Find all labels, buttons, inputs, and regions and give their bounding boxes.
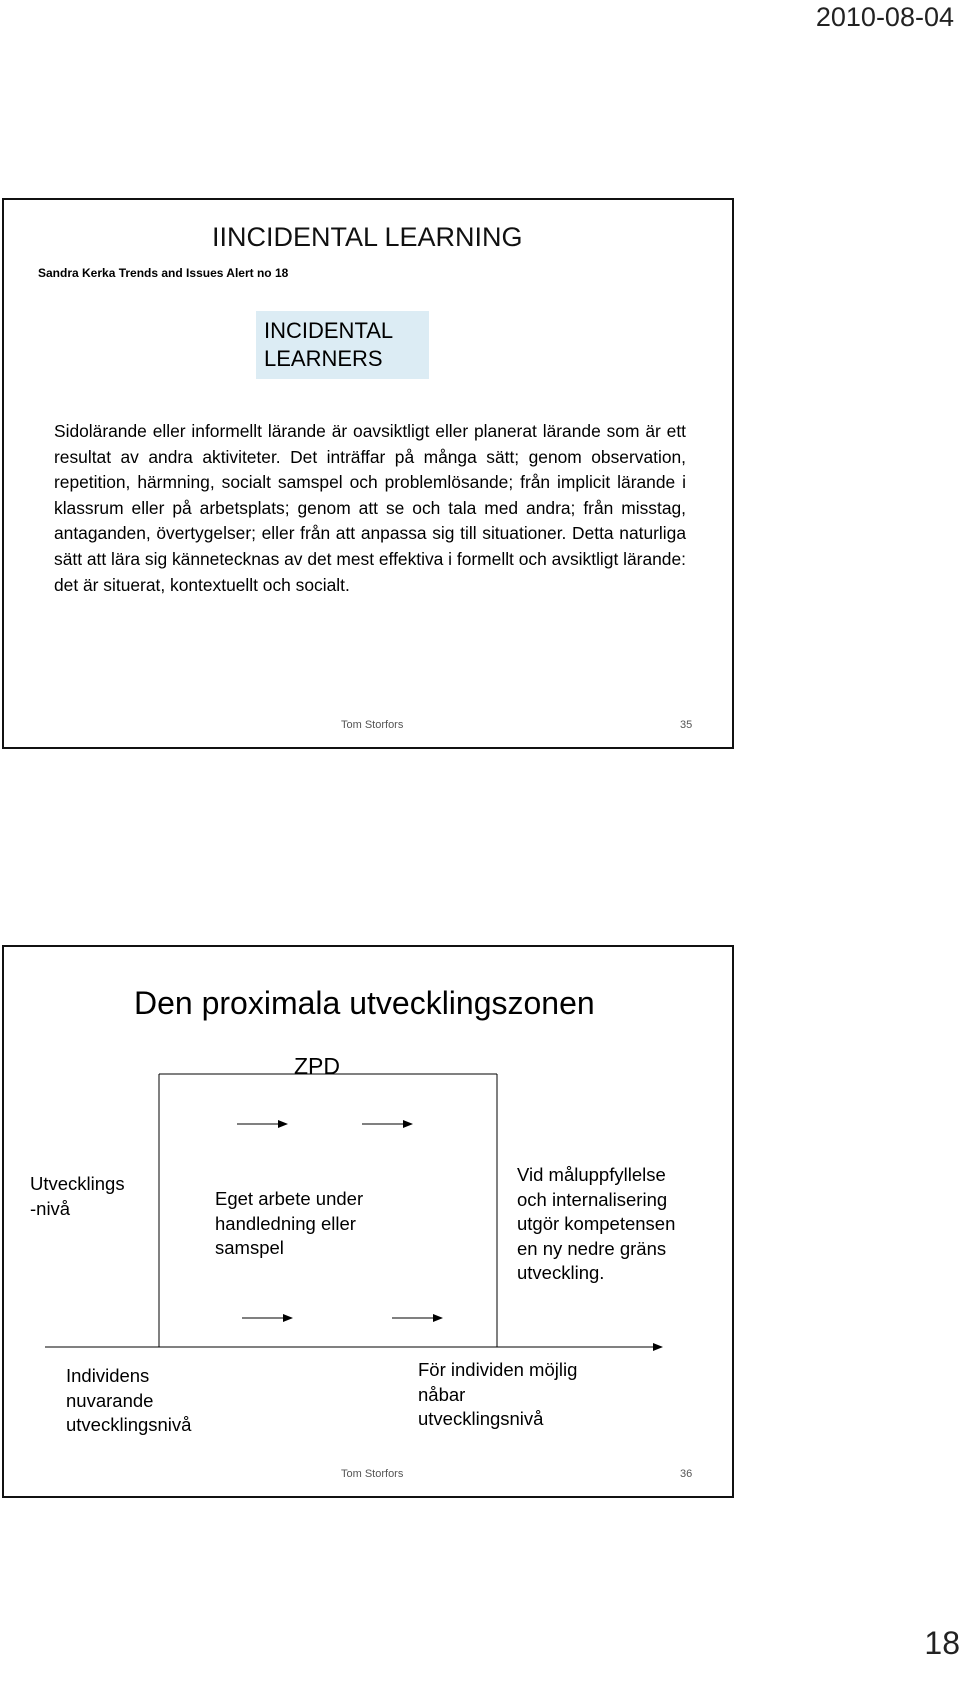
vid-line-1: Vid måluppfyllelse (517, 1164, 666, 1185)
eget-line-2: handledning eller (215, 1212, 356, 1234)
zpd-label: ZPD (294, 1053, 340, 1079)
slide-proximal-zone (2, 945, 734, 1498)
slide-number: 36 (680, 1468, 693, 1480)
guided-work-label (215, 1187, 415, 1261)
body-paragraph: Sidolärande eller informellt lärande är oavsiktligt eller planerat lärande som är ett resultat av andra aktiviteter. Det inträffar på många sätt; genom observation, repetition, härmning, socialt samspel och problemlösande; från implicit lärande i klassrum eller på arbetsplats; genom att se och tala med andra; från misstag, antaganden, övertygelser; eller från att anpassa sig till situationer. Detta naturliga sätt att lära sig kännetecknas av det mest effektiva i formellt och avsiktligt lärande: det är situerat, kontextuellt och socialt. (54, 421, 686, 595)
page-date: 2010-08-04 (815, 2, 954, 32)
slide-title: Den proximala utvecklingszonen (134, 985, 595, 1021)
utv-line-1: Utvecklings (30, 1173, 125, 1194)
eget-line-3: samspel (215, 1237, 284, 1258)
slide-incidental-learning (2, 198, 734, 749)
development-level-label (30, 1172, 125, 1221)
for-line-1: För individen möjlig (418, 1359, 578, 1380)
footer-author: Tom Storfors (341, 719, 404, 731)
slide-number: 35 (680, 719, 693, 731)
for-line-2: nåbar (418, 1383, 466, 1405)
vid-line-3: utgör kompetensen (517, 1213, 676, 1234)
utv-line-2: -nivå (30, 1197, 71, 1219)
incidental-learners-box (256, 311, 429, 379)
ind-line-3: utvecklingsnivå (66, 1414, 192, 1435)
ind-line-2: nuvarande (66, 1389, 154, 1411)
internalisation-label (517, 1163, 717, 1286)
slide-title: IINCIDENTAL LEARNING (212, 222, 523, 252)
potential-level-label (418, 1358, 577, 1432)
ind-line-1: Individens (66, 1365, 150, 1386)
page-number: 18 (924, 1625, 960, 1661)
vid-line-5: utveckling. (517, 1262, 605, 1283)
vid-line-4: en ny nedre gräns (517, 1237, 667, 1259)
for-line-3: utvecklingsnivå (418, 1408, 544, 1429)
source-citation: Sandra Kerka Trends and Issues Alert no 18 (38, 266, 289, 280)
footer-author: Tom Storfors (341, 1468, 404, 1480)
eget-line-1: Eget arbete under (215, 1188, 364, 1209)
box-line-1: INCIDENTAL (264, 318, 394, 343)
box-line-2: LEARNERS (264, 346, 383, 371)
current-level-label (66, 1364, 191, 1438)
vid-line-2: och internalisering (517, 1188, 668, 1210)
